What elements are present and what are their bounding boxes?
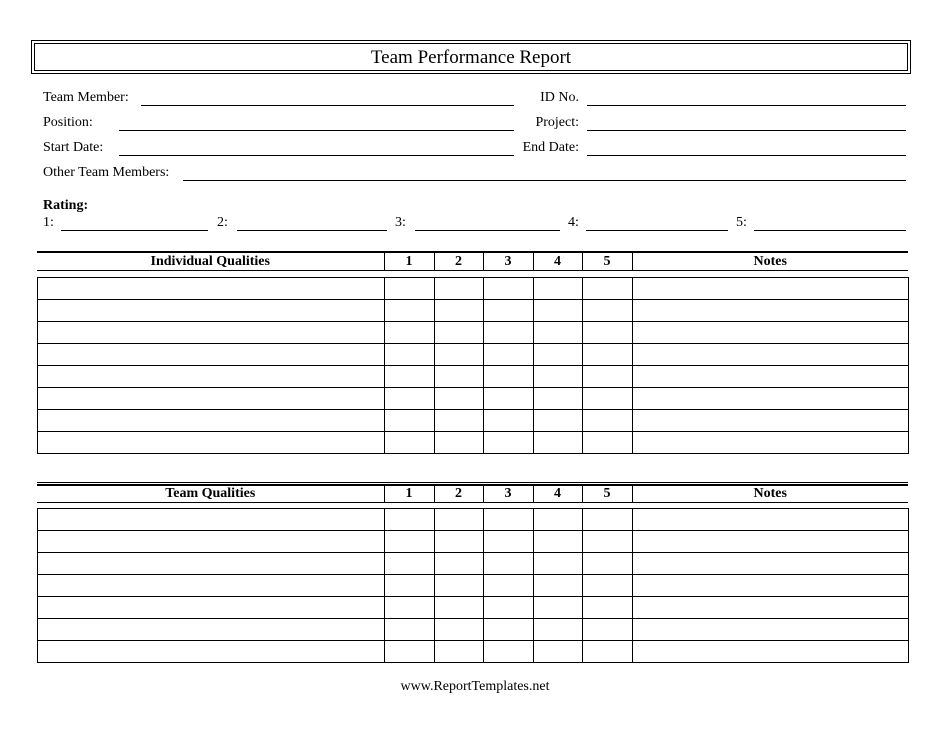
individual-cell[interactable] xyxy=(38,322,385,344)
team-cell[interactable] xyxy=(633,597,909,619)
team-row xyxy=(38,575,909,597)
team-cell[interactable] xyxy=(435,597,484,619)
individual-cell[interactable] xyxy=(38,344,385,366)
individual-cell[interactable] xyxy=(385,278,435,300)
other-team-members-label: Other Team Members: xyxy=(43,165,170,180)
team-row xyxy=(38,509,909,531)
team-row xyxy=(38,531,909,553)
team-cell[interactable] xyxy=(38,509,385,531)
rating-field-2[interactable] xyxy=(237,230,387,231)
individual-cell[interactable] xyxy=(583,410,633,432)
individual-cell[interactable] xyxy=(385,322,435,344)
start-date-field[interactable] xyxy=(119,155,514,156)
team-cell[interactable] xyxy=(534,575,583,597)
individual-row xyxy=(38,278,909,300)
individual-row xyxy=(38,432,909,454)
individual-cell[interactable] xyxy=(583,322,633,344)
team-cell[interactable] xyxy=(484,575,534,597)
individual-cell[interactable] xyxy=(484,344,534,366)
team-cell[interactable] xyxy=(385,575,435,597)
team-cell[interactable] xyxy=(435,619,484,641)
team-col-2: 2 xyxy=(434,485,483,503)
individual-cell[interactable] xyxy=(633,388,909,410)
individual-cell[interactable] xyxy=(385,344,435,366)
individual-cell[interactable] xyxy=(534,432,583,454)
team-cell[interactable] xyxy=(38,641,385,663)
team-cell[interactable] xyxy=(38,575,385,597)
team-cell[interactable] xyxy=(38,619,385,641)
individual-row xyxy=(38,322,909,344)
individual-cell[interactable] xyxy=(633,278,909,300)
individual-cell[interactable] xyxy=(484,432,534,454)
individual-cell[interactable] xyxy=(385,410,435,432)
team-col-5: 5 xyxy=(582,485,632,503)
individual-cell[interactable] xyxy=(385,432,435,454)
individual-cell[interactable] xyxy=(385,366,435,388)
team-cell[interactable] xyxy=(38,553,385,575)
page-title: Team Performance Report xyxy=(34,43,908,71)
individual-cell[interactable] xyxy=(633,322,909,344)
team-cell[interactable] xyxy=(534,509,583,531)
team-header-bottom-rule xyxy=(37,502,908,503)
other-team-members-field[interactable] xyxy=(183,180,906,181)
team-qualities-header xyxy=(37,485,908,503)
team-qualities-heading: Team Qualities xyxy=(37,485,384,503)
team-notes-heading: Notes xyxy=(753,486,787,501)
team-cell[interactable] xyxy=(385,619,435,641)
individual-qualities-table xyxy=(37,277,909,454)
individual-cell[interactable] xyxy=(38,300,385,322)
individual-notes-heading: Notes xyxy=(753,254,787,269)
project-field[interactable] xyxy=(587,130,906,131)
individual-cell[interactable] xyxy=(385,300,435,322)
individual-cell[interactable] xyxy=(484,388,534,410)
individual-cell[interactable] xyxy=(435,300,484,322)
team-cell[interactable] xyxy=(435,509,484,531)
rating-label-4: 4: xyxy=(568,215,579,230)
individual-cell[interactable] xyxy=(633,366,909,388)
individual-cell[interactable] xyxy=(534,388,583,410)
team-cell[interactable] xyxy=(385,553,435,575)
team-col-3: 3 xyxy=(483,485,533,503)
rating-label-1: 1: xyxy=(43,215,54,230)
team-cell[interactable] xyxy=(38,531,385,553)
rating-label-5: 5: xyxy=(736,215,747,230)
team-cell[interactable] xyxy=(633,531,909,553)
team-cell[interactable] xyxy=(484,531,534,553)
individual-cell[interactable] xyxy=(435,388,484,410)
individual-cell[interactable] xyxy=(534,322,583,344)
individual-row xyxy=(38,344,909,366)
individual-cell[interactable] xyxy=(484,366,534,388)
individual-row xyxy=(38,366,909,388)
team-member-label: Team Member: xyxy=(43,90,129,105)
individual-cell[interactable] xyxy=(435,322,484,344)
project-label: Project: xyxy=(535,115,579,130)
individual-row xyxy=(38,410,909,432)
team-cell[interactable] xyxy=(435,531,484,553)
position-label: Position: xyxy=(43,115,93,130)
team-cell[interactable] xyxy=(633,575,909,597)
individual-cell[interactable] xyxy=(534,410,583,432)
team-col-1: 1 xyxy=(384,485,434,503)
individual-cell[interactable] xyxy=(484,278,534,300)
individual-cell[interactable] xyxy=(534,366,583,388)
rating-label-3: 3: xyxy=(395,215,406,230)
rating-field-3[interactable] xyxy=(415,230,560,231)
individual-cell[interactable] xyxy=(583,344,633,366)
individual-cell[interactable] xyxy=(534,344,583,366)
individual-cell[interactable] xyxy=(435,432,484,454)
individual-cell[interactable] xyxy=(38,278,385,300)
team-row xyxy=(38,553,909,575)
team-cell[interactable] xyxy=(534,641,583,663)
individual-col-5: 5 xyxy=(582,253,632,271)
individual-row xyxy=(38,300,909,322)
team-cell[interactable] xyxy=(385,531,435,553)
team-cell[interactable] xyxy=(583,619,633,641)
team-cell[interactable] xyxy=(583,509,633,531)
individual-cell[interactable] xyxy=(633,432,909,454)
team-cell[interactable] xyxy=(484,553,534,575)
individual-cell[interactable] xyxy=(435,366,484,388)
rating-field-4[interactable] xyxy=(586,230,728,231)
individual-cell[interactable] xyxy=(583,300,633,322)
team-cell[interactable] xyxy=(484,641,534,663)
individual-cell[interactable] xyxy=(38,366,385,388)
individual-cell[interactable] xyxy=(38,410,385,432)
team-cell[interactable] xyxy=(484,619,534,641)
individual-cell[interactable] xyxy=(435,344,484,366)
team-cell[interactable] xyxy=(583,553,633,575)
team-cell[interactable] xyxy=(583,597,633,619)
individual-cell[interactable] xyxy=(484,322,534,344)
individual-cell[interactable] xyxy=(435,278,484,300)
rating-field-1[interactable] xyxy=(61,230,208,231)
start-date-label: Start Date: xyxy=(43,140,104,155)
team-cell[interactable] xyxy=(534,619,583,641)
team-cell[interactable] xyxy=(633,553,909,575)
individual-cell[interactable] xyxy=(38,432,385,454)
individual-row xyxy=(38,388,909,410)
team-cell[interactable] xyxy=(484,509,534,531)
team-cell[interactable] xyxy=(435,641,484,663)
team-cell[interactable] xyxy=(583,575,633,597)
team-cell[interactable] xyxy=(534,531,583,553)
rating-label-2: 2: xyxy=(217,215,228,230)
individual-cell[interactable] xyxy=(38,388,385,410)
id-no-label: ID No. xyxy=(540,90,579,105)
team-cell[interactable] xyxy=(534,597,583,619)
individual-col-1: 1 xyxy=(384,253,434,271)
individual-cell[interactable] xyxy=(583,432,633,454)
team-cell[interactable] xyxy=(633,509,909,531)
individual-cell[interactable] xyxy=(583,366,633,388)
team-cell[interactable] xyxy=(435,553,484,575)
individual-cell[interactable] xyxy=(633,410,909,432)
individual-cell[interactable] xyxy=(435,410,484,432)
individual-header-bottom-rule xyxy=(37,270,908,271)
team-cell[interactable] xyxy=(38,597,385,619)
individual-cell[interactable] xyxy=(583,388,633,410)
team-cell[interactable] xyxy=(385,597,435,619)
individual-qualities-heading: Individual Qualities xyxy=(37,253,384,271)
team-col-4: 4 xyxy=(533,485,582,503)
team-cell[interactable] xyxy=(385,641,435,663)
individual-col-4: 4 xyxy=(533,253,582,271)
team-row xyxy=(38,619,909,641)
team-cell[interactable] xyxy=(484,597,534,619)
individual-cell[interactable] xyxy=(583,278,633,300)
team-header-top-rule xyxy=(37,482,908,483)
individual-col-3: 3 xyxy=(483,253,533,271)
team-cell[interactable] xyxy=(583,531,633,553)
rating-field-5[interactable] xyxy=(754,230,906,231)
team-row xyxy=(38,597,909,619)
individual-cell[interactable] xyxy=(633,300,909,322)
individual-cell[interactable] xyxy=(484,410,534,432)
team-cell[interactable] xyxy=(583,641,633,663)
team-cell[interactable] xyxy=(435,575,484,597)
individual-cell[interactable] xyxy=(534,300,583,322)
individual-col-2: 2 xyxy=(434,253,483,271)
end-date-label: End Date: xyxy=(522,140,579,155)
individual-cell[interactable] xyxy=(633,344,909,366)
rating-heading: Rating: xyxy=(43,198,89,213)
individual-qualities-header xyxy=(37,253,908,271)
footer-url: www.ReportTemplates.net xyxy=(400,679,550,694)
team-member-field[interactable] xyxy=(141,105,514,106)
individual-cell[interactable] xyxy=(385,388,435,410)
id-no-field[interactable] xyxy=(587,105,906,106)
team-cell[interactable] xyxy=(534,553,583,575)
position-field[interactable] xyxy=(119,130,514,131)
team-cell[interactable] xyxy=(633,619,909,641)
team-row xyxy=(38,641,909,663)
team-qualities-table xyxy=(37,508,909,663)
individual-cell[interactable] xyxy=(484,300,534,322)
individual-cell[interactable] xyxy=(534,278,583,300)
team-cell[interactable] xyxy=(385,509,435,531)
team-cell[interactable] xyxy=(633,641,909,663)
end-date-field[interactable] xyxy=(587,155,906,156)
